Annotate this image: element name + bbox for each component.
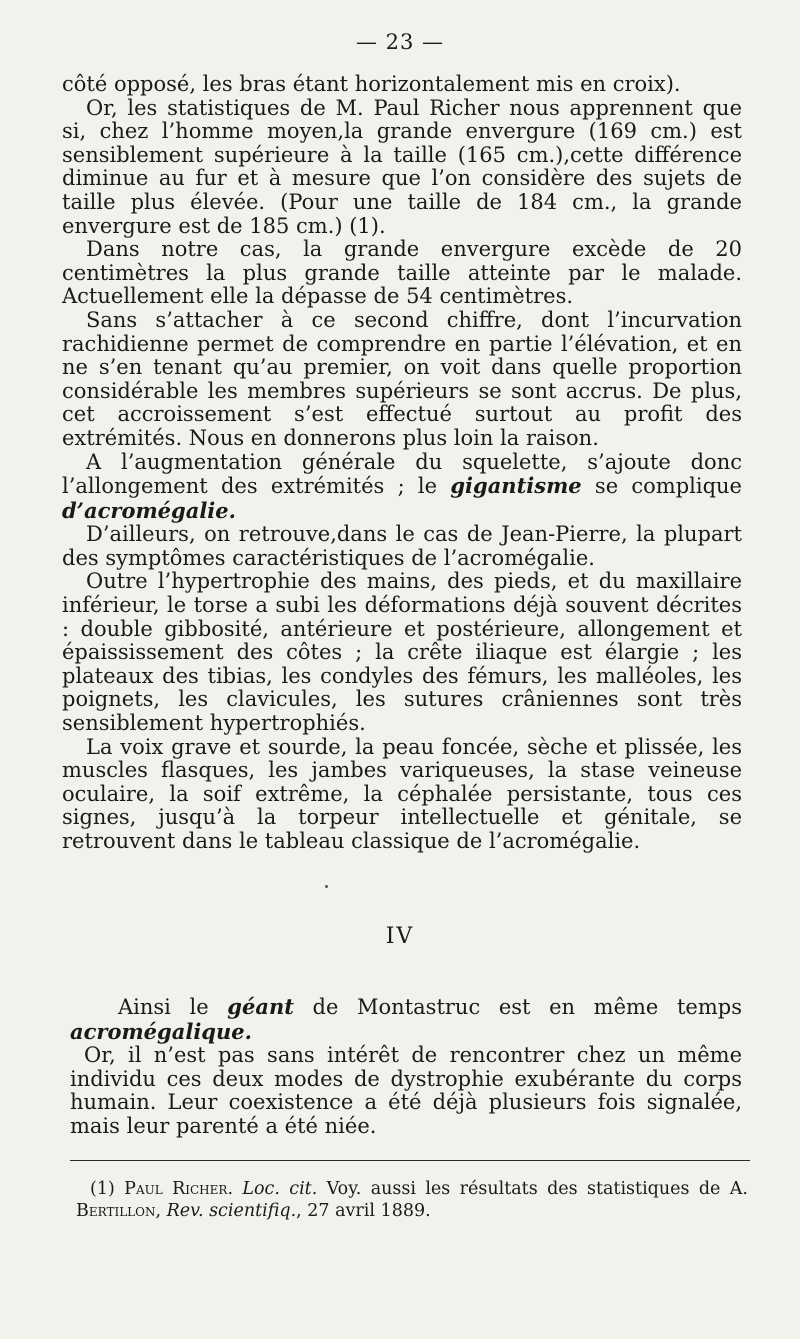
paragraph: Or, les statistiques de M. Paul Richer nous apprennent que si, chez l’homme moyen,la grande envergure (169 cm.) est sensiblement supérieure à la taille (165 cm.),cette différence diminue au fur et à mesure que l’on considère des sujets de taille plus élevée. (Pour une taille de 184 cm., la grande envergure est de 185 cm.) (1). xyxy=(62,95,742,238)
paragraph xyxy=(70,995,742,1044)
text-run: Ainsi le xyxy=(118,995,228,1019)
footnote: (1) Paul Richer. Loc. cit. Voy. aussi les résultats des statistiques de A. Bertillon, Rev. scientifiq., 27 avril 1889. xyxy=(76,1179,748,1221)
body-text-bottom xyxy=(70,995,742,1139)
text-run: A l’augmentation générale du squelette, s’ajoute donc l’allongement des extrémités ; le xyxy=(62,449,742,499)
emphasis-text: acromégalique. xyxy=(70,1018,252,1044)
paragraph: Sans s’attacher à ce second chiffre, dont l’incurvation rachidienne permet de comprendre en partie l’élévation, et en ne s’en tenant qu’au premier, on voit dans quelle proportion considérable les membres supérieurs se sont accrus. De plus, cet accroissement s’est effectué surtout au profit des extrémités. Nous en donnerons plus loin la raison. xyxy=(62,307,742,450)
footnote-marker: (1) xyxy=(90,1179,125,1199)
footnote-divider xyxy=(70,1160,750,1161)
emphasis-text: gigantisme xyxy=(450,473,582,499)
section-heading: IV xyxy=(385,924,415,949)
footnote-author: Paul Richer xyxy=(124,1179,228,1199)
emphasis-text: d’acromégalie. xyxy=(62,497,236,523)
text-run: de Montastruc est en même temps xyxy=(293,995,742,1019)
footnote-text: Voy. aussi les résultats des statistiques de A. xyxy=(317,1179,748,1199)
footnote-author: Bertillon xyxy=(76,1201,156,1221)
body-text-top xyxy=(62,73,742,854)
footnote-journal: Rev. scientifiq. xyxy=(166,1201,297,1221)
paragraph: Outre l’hypertrophie des mains, des pieds, et du maxillaire inférieur, le torse a subi les déformations déjà souvent décrites : double gibbosité, antérieure et postérieure, allongement et épaississement des côtes ; la crête iliaque est élargie ; les plateaux des tibias, les condyles des fémurs, les malléoles, les poignets, les clavicules, les sutures crâniennes sont très sensiblement hypertrophiés. xyxy=(62,569,742,736)
footnote-ref: Loc. cit. xyxy=(242,1179,318,1199)
page-number: — 23 — xyxy=(355,30,445,54)
paragraph: Or, il n’est pas sans intérêt de rencontrer chez un même individu ces deux modes de dystrophie exubérante du corps humain. Leur coexistence a été déjà plusieurs fois signalée, mais leur parenté a été niée. xyxy=(70,1043,742,1138)
paragraph: côté opposé, les bras étant horizontalement mis en croix). xyxy=(62,72,681,96)
text-run: se complique xyxy=(581,474,742,499)
paragraph: Dans notre cas, la grande envergure excède de 20 centimètres la plus grande taille atteinte par le malade. Actuellement elle la dépasse de 54 centimètres. xyxy=(62,237,742,309)
footnote-date: , 27 avril 1889. xyxy=(296,1201,431,1221)
emphasis-text: géant xyxy=(227,994,294,1019)
paragraph xyxy=(62,451,742,524)
ink-speck xyxy=(325,885,328,888)
paragraph: La voix grave et sourde, la peau foncée, sèche et plissée, les muscles flasques, les jambes variqueuses, la stase veineuse oculaire, la soif extrême, la céphalée persistante, tous ces signes, jusqu’à la torpeur intellectuelle et génitale, se retrouvent dans le tableau classique de l’acromégalie. xyxy=(62,734,742,853)
paragraph: D’ailleurs, on retrouve,dans le cas de Jean-Pierre, la plupart des symptômes caractéristiques de l’acromégalie. xyxy=(62,522,742,570)
